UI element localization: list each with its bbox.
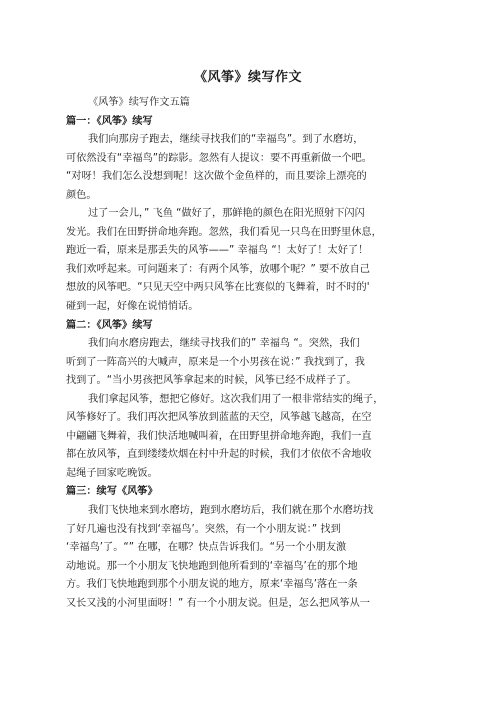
- text-line: 我们欢呼起来。可问题来了：有两个风筝，放哪个呢？” 要不放自己: [66, 263, 370, 275]
- text-line: 起绳子回家吃晚饭。: [66, 467, 158, 479]
- text-line: 方。我们飞快地跑到那个小朋友说的地方，原来‘幸福鸟’落在一条: [66, 579, 358, 591]
- text-line: 又长又浅的小河里面呀！” 有一个小朋友说。但是，怎么把风筝从一: [66, 597, 370, 609]
- text-line: 我们拿起风筝，想把它修好。这次我们用了一根非常结实的绳子，: [88, 393, 384, 405]
- text-line: 我们向那房子跑去，继续寻找我们的“幸福鸟”。到了水磨坊，: [88, 134, 364, 146]
- document-title: 《风筝》续写作文: [193, 70, 302, 85]
- text-line: 我们向水磨房跑去，继续寻找我们的” 幸福鸟 “。突然，我们: [88, 338, 360, 350]
- text-line: 《风筝》续写作文五篇: [88, 97, 190, 108]
- section-heading: 篇二：《风筝》续写: [66, 319, 153, 331]
- text-line: 都在放风筝，直到缕缕炊烟在村中升起的时候，我们才依依不舍地收: [66, 449, 372, 461]
- text-line: 跑近一看，原来是那丢失的风筝——” 幸福鸟 “！太好了！太好了！: [66, 245, 369, 257]
- text-line: 听到了一阵高兴的大喊声，原来是一个小男孩在说：” 我找到了，我: [66, 356, 365, 368]
- text-line: 发光。我们在田野拼命地奔跑。忽然，我们看见一只鸟在田野里休息，: [66, 226, 382, 238]
- text-line: 想放的风筝吧。“只见天空中两只风筝在比赛似的飞舞着，时不时的': [66, 282, 370, 294]
- text-line: 我们飞快地来到水磨坊，跑到水磨坊后，我们就在那个水磨坊找: [88, 505, 374, 517]
- text-line: 可依然没有“幸福鸟”的踪影。忽然有人提议：要不再重新做一个吧。: [66, 152, 372, 164]
- text-line: 找到了。“当小男孩把风筝拿起来的时候，风筝已经不成样子了。: [66, 375, 357, 387]
- section-heading: 篇一：《风筝》续写: [66, 115, 153, 127]
- section-heading: 篇三：续写《风筝》: [66, 486, 158, 498]
- text-line: 动地说。那一个小朋友飞快地跑到他所看到的‘幸福鸟’在的那个地: [66, 560, 358, 572]
- text-line: 碰到一起，好像在说悄悄话。: [66, 301, 199, 313]
- text-line: 过了一会儿，” 飞鱼 “做好了，那鲜艳的颜色在阳光照射下闪闪: [88, 208, 365, 220]
- text-line: 中翩翩飞舞着，我们快活地喊叫着，在田野里拼命地奔跑，我们一直: [66, 430, 372, 442]
- text-line: 了好几遍也没有找到‘幸福鸟’。突然，有一个小朋友说：” 找到: [66, 523, 341, 535]
- document-body: [66, 94, 432, 613]
- text-line: “对呀！我们怎么没想到呢！这次做个金鱼样的，而且要涂上漂亮的: [66, 171, 367, 183]
- text-line: ‘幸福鸟’了。“” 在哪，在哪？快点告诉我们。“另一个小朋友激: [66, 542, 347, 554]
- text-line: 风筝修好了。我们再次把风筝放到蓝蓝的天空，风筝越飞越高，在空: [66, 412, 372, 424]
- text-line: 颜色。: [66, 189, 97, 201]
